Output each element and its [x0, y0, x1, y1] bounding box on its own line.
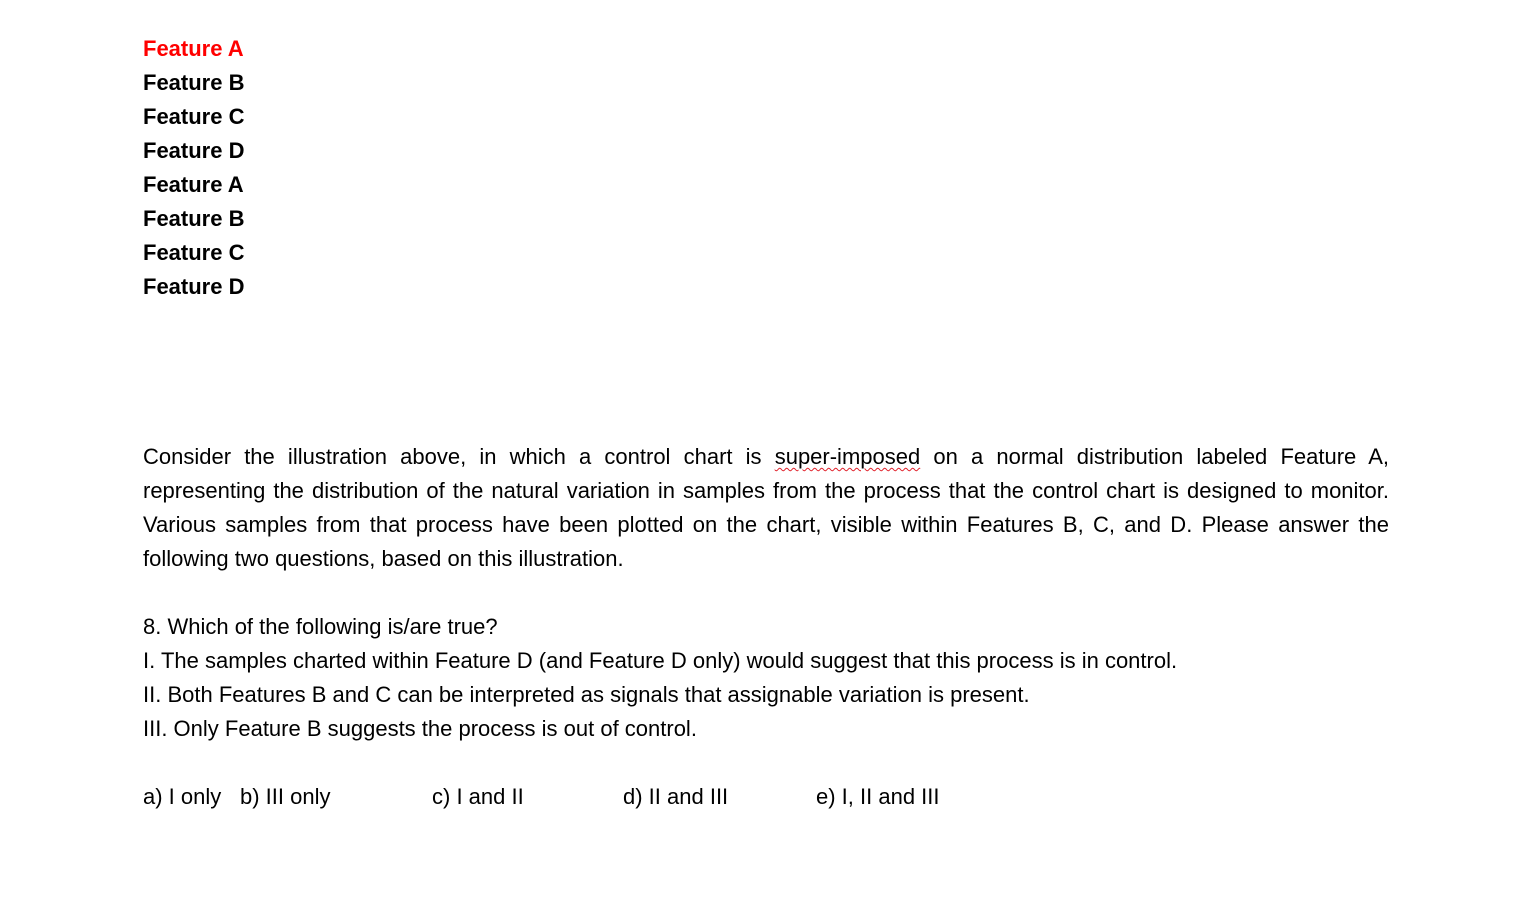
feature-label: Feature A — [143, 36, 244, 61]
answer-option-c: c) I and II — [432, 784, 524, 809]
spellcheck-flagged-word: super-imposed — [774, 444, 921, 469]
answer-options — [0, 780, 1529, 814]
statement-2: II. Both Features B and C can be interpreted as signals that assignable variation is present. — [143, 682, 1030, 707]
answer-option-b: b) III only — [240, 784, 331, 809]
feature-label: Feature A — [143, 172, 244, 197]
question-block — [143, 610, 1177, 746]
answer-option-d: d) II and III — [623, 784, 729, 809]
feature-label: Feature D — [143, 138, 245, 163]
answer-option-a: a) I only — [143, 784, 222, 809]
paragraph-text-start: Consider the illustration above, in which a control chart is — [143, 444, 775, 469]
feature-list — [143, 32, 244, 304]
feature-label: Feature D — [143, 274, 245, 299]
statement-1: I. The samples charted within Feature D (and Feature D only) would suggest that this process is in control. — [143, 648, 1178, 673]
question-prompt: 8. Which of the following is/are true? — [143, 614, 498, 639]
paragraph-text-end: on a normal distribution labeled Feature A, representing the distribution of the natural variation in samples from the process that the control chart is designed to monitor. Various samples from that process have been plotted on the chart, visible within Features B, C, and D. Please answer the following two questions, based on this illustration. — [143, 444, 1389, 571]
feature-label: Feature C — [143, 104, 245, 129]
answer-option-e: e) I, II and III — [816, 784, 940, 809]
statement-3: III. Only Feature B suggests the process is out of control. — [143, 716, 697, 741]
feature-label: Feature C — [143, 240, 245, 265]
feature-label: Feature B — [143, 70, 245, 95]
context-paragraph — [143, 440, 1389, 576]
feature-label: Feature B — [143, 206, 245, 231]
